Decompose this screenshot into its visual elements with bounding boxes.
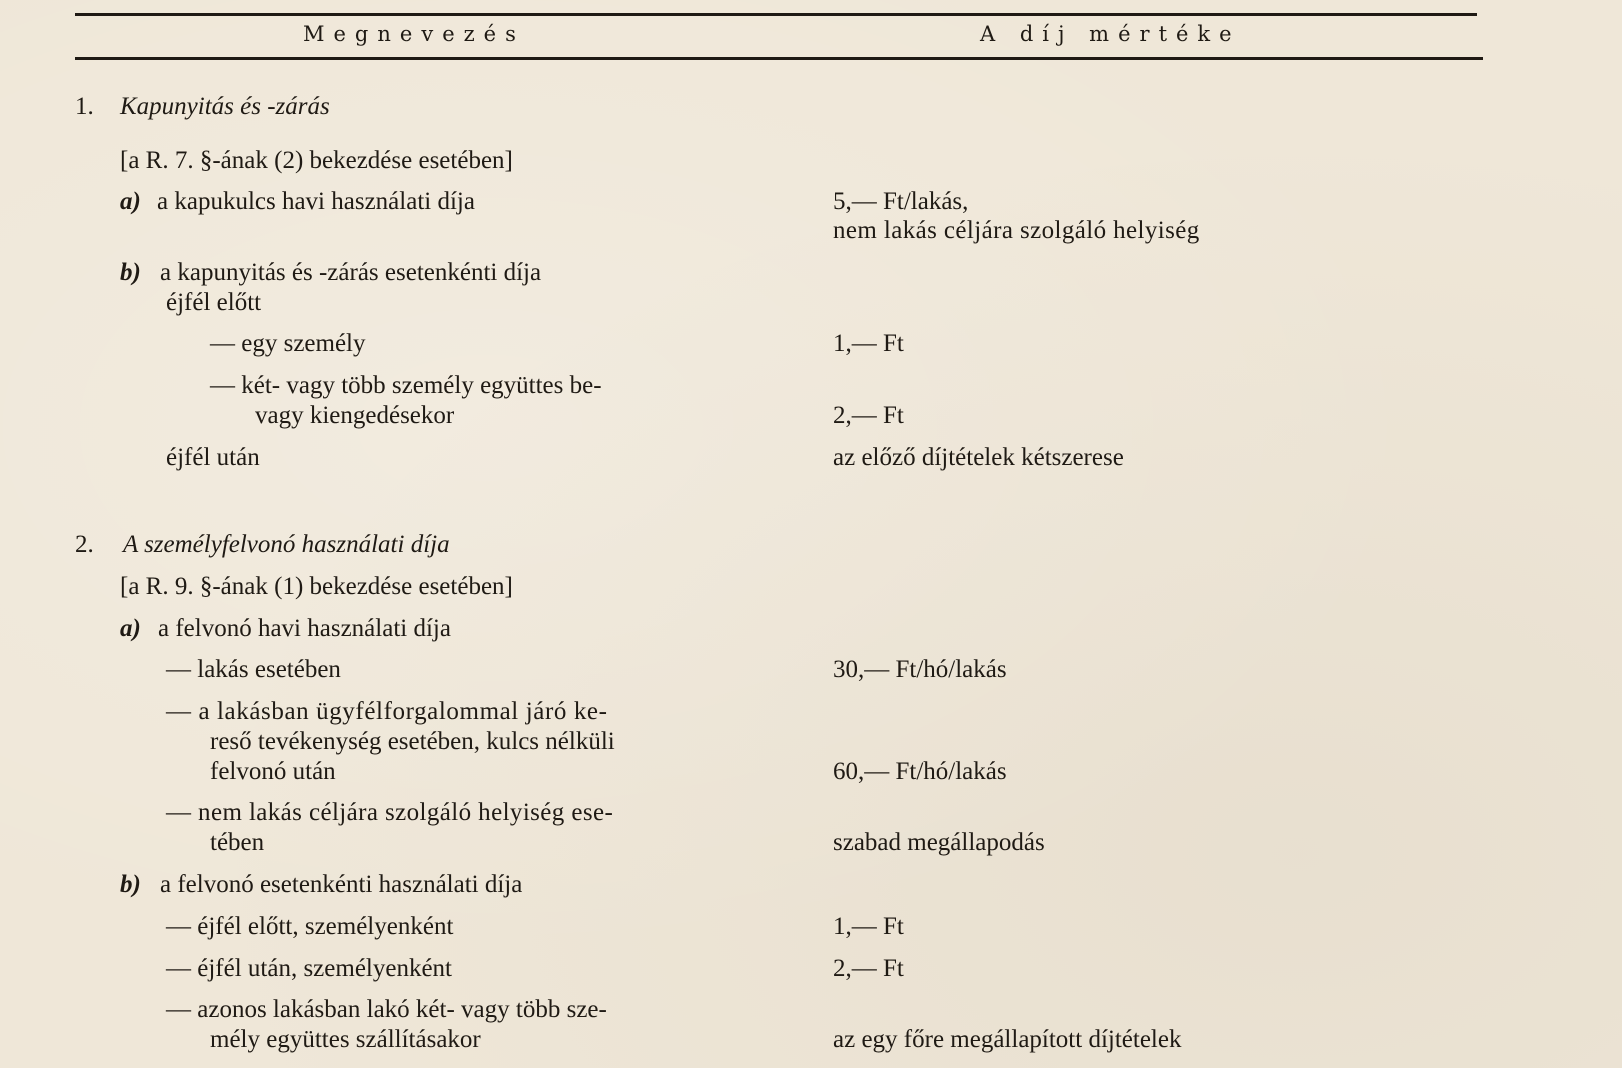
section-2-b-letter: b) — [120, 871, 141, 898]
section-1-b-item1-fee: 1,— Ft — [833, 330, 904, 357]
section-2-b-item3-fee: az egy főre megállapított díjtételek — [833, 1026, 1182, 1053]
section-2-a-label: a felvonó havi használati díja — [158, 615, 451, 642]
section-1-reference: [a R. 7. §-ának (2) bekezdése esetében] — [120, 147, 513, 174]
top-rule — [75, 13, 1477, 16]
section-2-b-item2-fee: 2,— Ft — [833, 955, 904, 982]
section-2-b-item1-fee: 1,— Ft — [833, 913, 904, 940]
section-1-b-item2-line1: — két- vagy több személy együttes be- — [210, 372, 602, 399]
column-header-name: Megnevezés — [303, 22, 525, 46]
section-2-a-item2-fee: 60,— Ft/hó/lakás — [833, 758, 1007, 785]
header-bottom-rule — [75, 57, 1483, 60]
section-1-a-fee-line2: nem lakás céljára szolgáló helyiség — [833, 217, 1200, 244]
column-header-fee: A díj mértéke — [980, 22, 1241, 46]
section-2-number: 2. — [75, 531, 94, 558]
section-1-a-label: a kapukulcs havi használati díja — [157, 188, 475, 215]
section-2-reference: [a R. 9. §-ának (1) bekezdése esetében] — [120, 573, 513, 600]
section-2-b-item2: — éjfél után, személyenként — [166, 955, 452, 982]
section-2-a-item3-line2: tében — [210, 829, 265, 856]
section-1-title: Kapunyitás és -zárás — [120, 93, 330, 120]
section-1-a-letter: a) — [120, 188, 141, 215]
section-2-a-item2-line2: reső tevékenység esetében, kulcs nélküli — [210, 728, 615, 755]
section-1-b-item1: — egy személy — [210, 330, 366, 357]
section-2-b-item1: — éjfél előtt, személyenként — [166, 913, 454, 940]
section-1-number: 1. — [75, 93, 94, 120]
section-1-b-item2-fee: 2,— Ft — [833, 402, 904, 429]
section-2-a-item3-fee: szabad megállapodás — [833, 829, 1045, 856]
section-1-b-after-midnight: éjfél után — [166, 444, 260, 471]
section-1-b-before-midnight: éjfél előtt — [166, 289, 262, 316]
section-1-b-item2-line2: vagy kiengedésekor — [255, 402, 455, 429]
section-2-a-item1: — lakás esetében — [166, 656, 341, 683]
section-1-a-fee-line1: 5,— Ft/lakás, — [833, 188, 969, 215]
section-1-b-label: a kapunyitás és -zárás esetenkénti díja — [160, 259, 542, 286]
section-2-a-item3-line1: — nem lakás céljára szolgáló helyiség ese- — [166, 799, 614, 826]
section-1-b-after-fee: az előző díjtételek kétszerese — [833, 444, 1124, 471]
section-2-a-item1-fee: 30,— Ft/hó/lakás — [833, 656, 1007, 683]
section-1-b-letter: b) — [120, 259, 141, 286]
section-2-a-item2-line1: — a lakásban ügyfélforgalommal járó ke- — [166, 698, 608, 725]
section-2-title: A személyfelvonó használati díja — [123, 531, 450, 558]
section-2-b-item3-line1: — azonos lakásban lakó két- vagy több sze- — [166, 996, 607, 1023]
section-2-a-item2-line3: felvonó után — [210, 758, 336, 785]
section-2-b-label: a felvonó esetenkénti használati díja — [160, 871, 523, 898]
section-2-b-item3-line2: mély együttes szállításakor — [210, 1026, 481, 1053]
section-2-a-letter: a) — [120, 615, 141, 642]
